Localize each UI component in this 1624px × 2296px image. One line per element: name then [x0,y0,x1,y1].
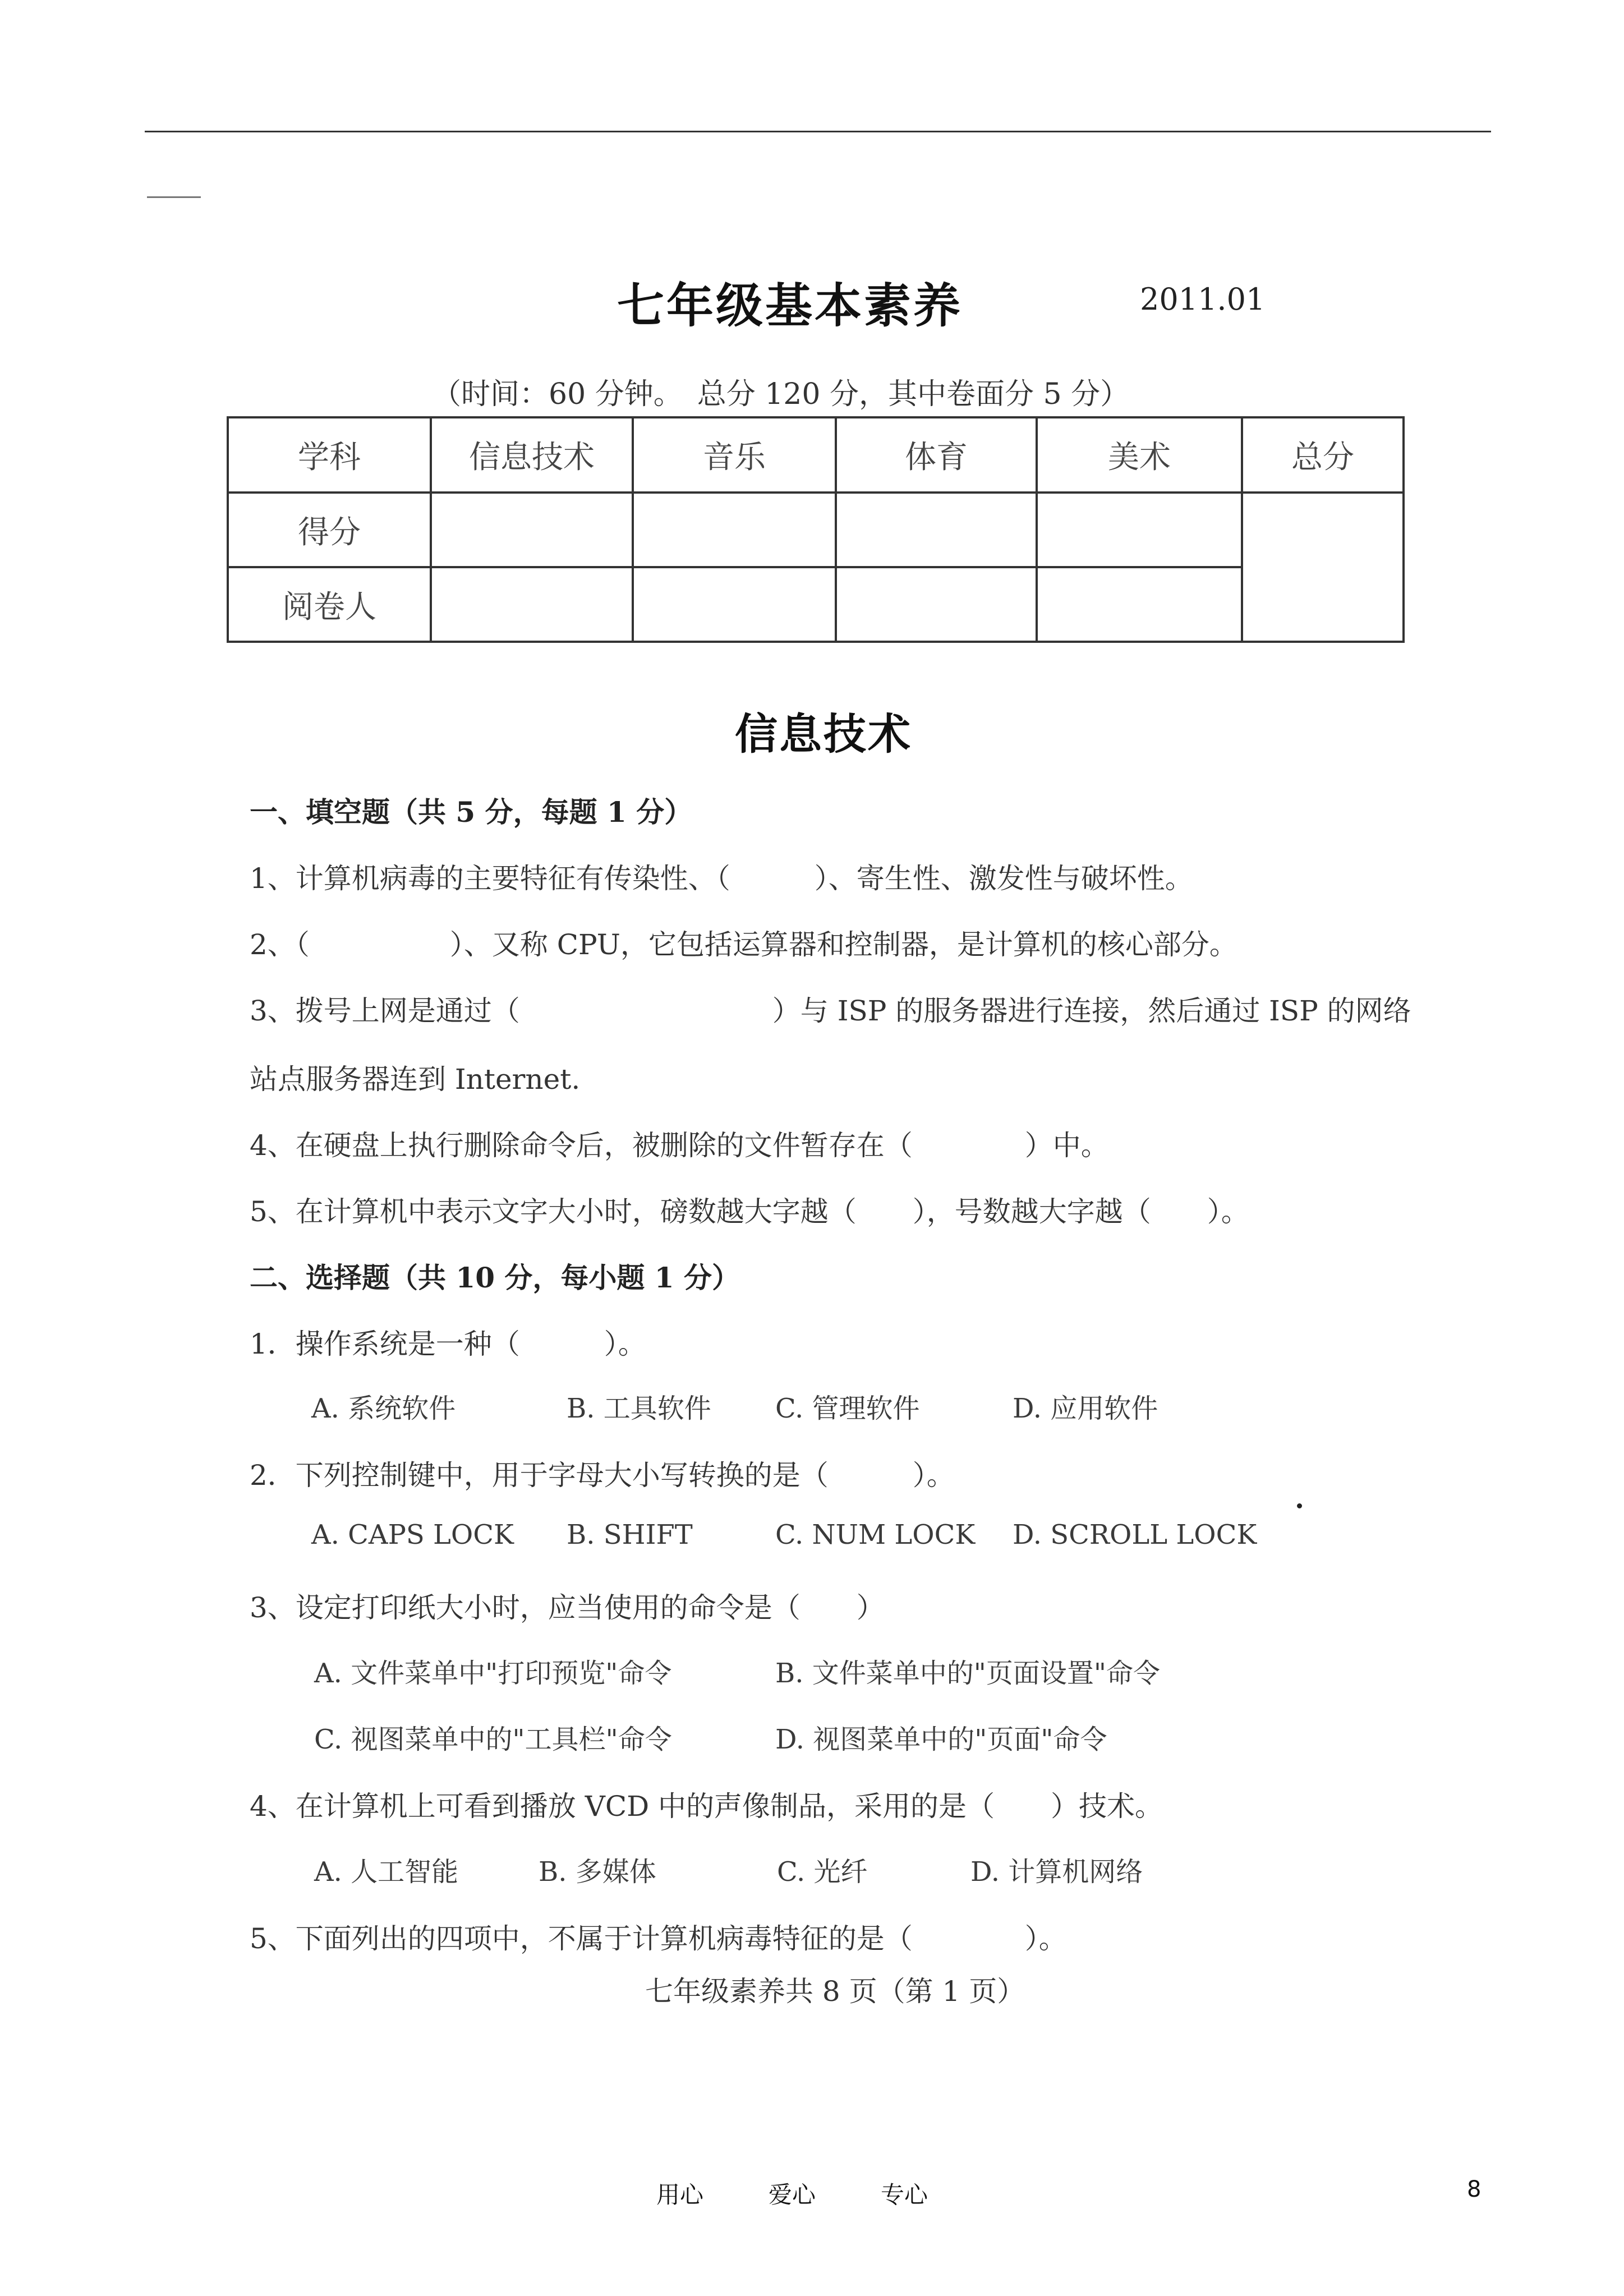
part1-heading: 一、填空题（共 5 分，每题 1 分） [250,795,693,829]
mc-question-3: 3、设定打印纸大小时，应当使用的命令是（ ） [250,1591,885,1624]
mc-q3-option-b: B. 文件菜单中的"页面设置"命令 [775,1658,1160,1689]
mc-q2-option-a: A. CAPS LOCK [311,1519,514,1550]
score-cell-pe[interactable] [836,493,1037,567]
header-subject: 学科 [228,417,431,493]
motto-1: 用心 [656,2181,704,2208]
time-note: （时间：60 分钟。 总分 120 分，其中卷面分 5 分） [432,378,1130,411]
score-row [228,493,1404,567]
part1-question-3-continued: 站点服务器连到 Internet. [250,1063,581,1096]
mc-q3-option-a: A. 文件菜单中"打印预览"命令 [314,1658,672,1689]
scan-speck [1297,1503,1302,1508]
page-number: 8 [1467,2177,1482,2202]
grader-cell-pe[interactable] [836,567,1037,642]
score-cell-total[interactable] [1242,493,1404,642]
part1-question-3: 3、拨号上网是通过（ ）与 ISP 的服务器进行连接，然后通过 ISP 的网络 [250,995,1411,1027]
mc-q1-option-d: D. 应用软件 [1013,1393,1158,1424]
section-title: 信息技术 [735,709,912,759]
top-rule [145,131,1491,132]
score-cell-it[interactable] [431,493,633,567]
mc-q1-option-a: A. 系统软件 [311,1393,456,1424]
header-pe: 体育 [836,417,1037,493]
header-it: 信息技术 [431,417,633,493]
mc-q1-option-c: C. 管理软件 [775,1393,920,1424]
mc-q3-option-d: D. 视图菜单中的"页面"命令 [775,1724,1107,1755]
exam-title: 七年级基本素养 [617,278,963,333]
mc-q4-option-c: C. 光纤 [777,1856,868,1888]
mc-q2-option-d: D. SCROLL LOCK [1013,1519,1257,1550]
grader-cell-art[interactable] [1037,567,1242,642]
mc-question-1: 1．操作系统是一种（ ）。 [250,1328,646,1360]
page-footer: 七年级素养共 8 页（第 1 页） [645,1975,1025,2008]
score-cell-art[interactable] [1037,493,1242,567]
score-table-header-row [228,417,1404,493]
part2-heading: 二、选择题（共 10 分，每小题 1 分） [250,1261,740,1294]
grader-cell-it[interactable] [431,567,633,642]
mc-q4-option-d: D. 计算机网络 [970,1856,1143,1888]
mc-q2-option-b: B. SHIFT [567,1519,693,1550]
score-cell-music[interactable] [633,493,836,567]
score-table [227,416,1405,643]
corner-mark [147,196,201,198]
header-art: 美术 [1037,417,1242,493]
motto-3: 专心 [881,2181,928,2208]
part1-question-1: 1、计算机病毒的主要特征有传染性、（ ）、寄生性、激发性与破坏性。 [250,862,1193,895]
mc-question-2: 2．下列控制键中，用于字母大小写转换的是（ ）。 [250,1459,955,1492]
grader-cell-music[interactable] [633,567,836,642]
exam-date: 2011.01 [1140,282,1266,317]
mc-q3-option-c: C. 视图菜单中的"工具栏"命令 [314,1724,672,1755]
part1-question-4: 4、在硬盘上执行删除命令后，被删除的文件暂存在（ ）中。 [250,1129,1109,1162]
header-music: 音乐 [633,417,836,493]
motto-2: 爱心 [769,2181,816,2208]
mc-question-5: 5、下面列出的四项中，不属于计算机病毒特征的是（ ）。 [250,1922,1067,1955]
mc-question-4: 4、在计算机上可看到播放 VCD 中的声像制品，采用的是（ ）技术。 [250,1790,1163,1823]
mc-q2-option-c: C. NUM LOCK [775,1519,976,1550]
mc-q1-option-b: B. 工具软件 [567,1393,711,1424]
mc-q4-option-a: A. 人工智能 [314,1856,459,1888]
grader-row [228,567,1404,642]
row-label-grader: 阅卷人 [228,567,431,642]
part1-question-2: 2、（ ）、又称 CPU，它包括运算器和控制器，是计算机的核心部分。 [250,928,1237,961]
row-label-score: 得分 [228,493,431,567]
mc-q4-option-b: B. 多媒体 [539,1856,656,1888]
header-total: 总分 [1242,417,1404,493]
part1-question-5: 5、在计算机中表示文字大小时，磅数越大字越（ ），号数越大字越（ ）。 [250,1195,1249,1228]
